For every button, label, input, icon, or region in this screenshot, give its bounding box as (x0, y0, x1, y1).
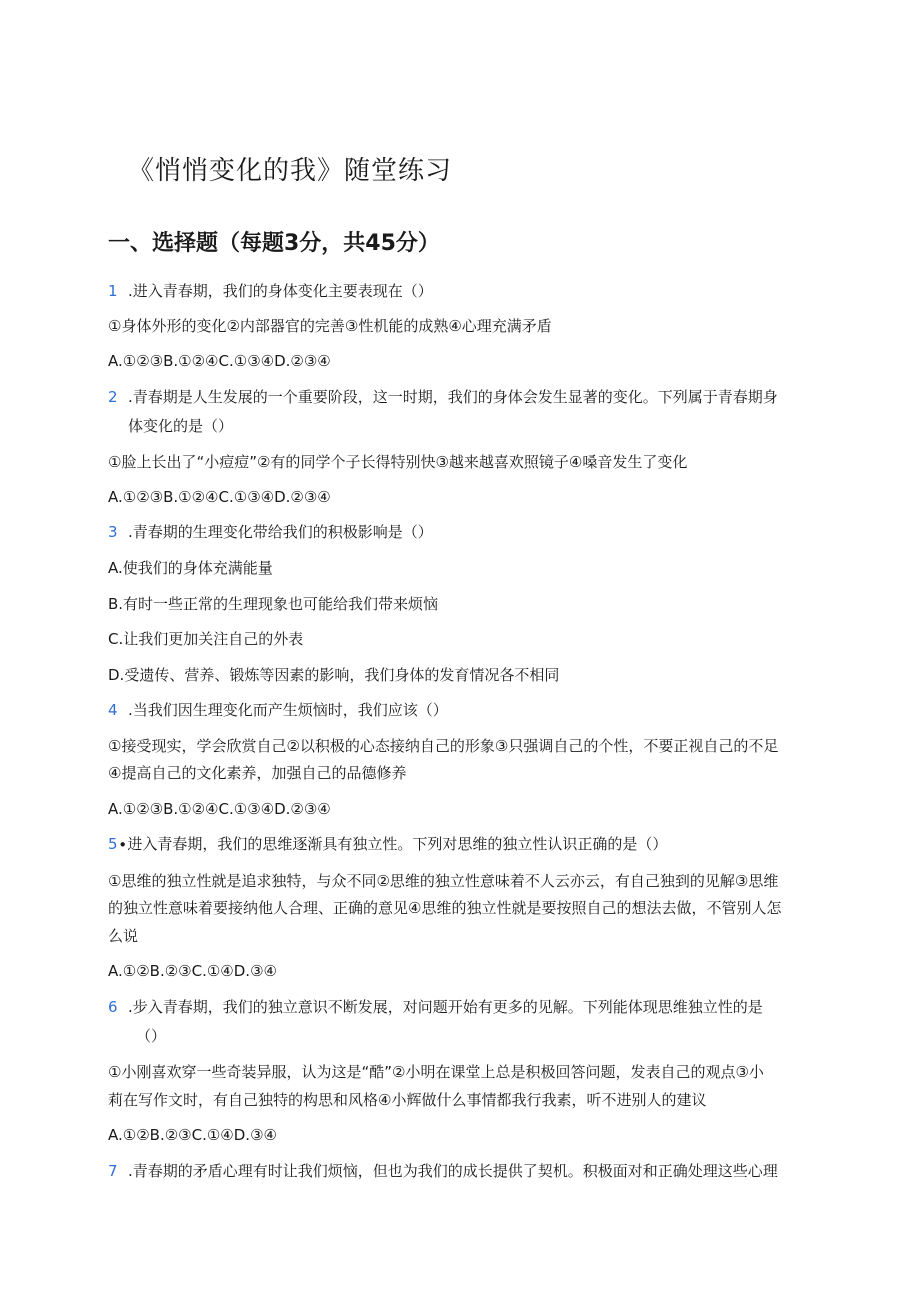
answer-options: A.①②B.②③C.①④D.③④ (108, 1126, 277, 1144)
option-c: C.让我们更加关注自己的外表 (108, 630, 304, 648)
question-number: 1 (108, 282, 118, 300)
question-2 (108, 387, 778, 407)
question-stem-continued: （） (136, 1027, 167, 1045)
question-items-continued: 莉在写作文时，有自己独特的构思和风格④小辉做什么事情都我行我素，听不进别人的建议 (108, 1091, 707, 1109)
question-items: ①小刚喜欢穿一些奇装异服，认为这是“酷”②小明在课堂上总是积极回答问题，发表自己的观点③小 (108, 1063, 764, 1081)
question-4 (108, 700, 448, 720)
question-number: 5 (108, 835, 118, 853)
question-number: 7 (108, 1162, 118, 1180)
question-stem-continued: 体变化的是（） (128, 417, 234, 435)
question-stem: .青春期的生理变化带给我们的积极影响是（） (128, 523, 433, 541)
option-b: B.有时一些正常的生理现象也可能给我们带来烦恼 (108, 595, 439, 613)
question-items-continued: ④提高自己的文化素养，加强自己的品德修养 (108, 764, 407, 782)
answer-options: A.①②B.②③C.①④D.③④ (108, 962, 277, 980)
answer-options: A.①②③B.①②④C.①③④D.②③④ (108, 352, 331, 370)
question-1 (108, 281, 433, 301)
question-5 (108, 834, 667, 854)
section-heading: 一、选择题（每题3分，共45分） (108, 231, 440, 256)
question-items: ①身体外形的变化②内部器官的完善③性机能的成熟④心理充满矛盾 (108, 317, 552, 335)
question-7 (108, 1161, 778, 1181)
question-items: ①思维的独立性就是追求独特，与众不同②思维的独立性意味着不人云亦云，有自己独到的见解③思维 (108, 872, 779, 890)
question-number: 2 (108, 388, 118, 406)
question-items-continued: 的独立性意味着要接纳他人合理、正确的意见④思维的独立性就是要按照自己的想法去做，不管别人怎 (108, 899, 782, 917)
answer-options: A.①②③B.①②④C.①③④D.②③④ (108, 800, 331, 818)
question-3 (108, 522, 433, 542)
option-d: D.受遗传、营养、锻炼等因素的影响，我们身体的发育情况各不相同 (108, 666, 560, 684)
question-stem: .步入青春期，我们的独立意识不断发展，对问题开始有更多的见解。下列能体现思维独立性的是 (128, 998, 763, 1016)
question-number: 4 (108, 701, 118, 719)
question-stem: .青春期是人生发展的一个重要阶段，这一时期，我们的身体会发生显著的变化。下列属于青春期身 (128, 388, 778, 406)
question-number: 3 (108, 523, 118, 541)
question-stem: .进入青春期，我们的身体变化主要表现在（） (128, 282, 433, 300)
option-a: A.使我们的身体充满能量 (108, 559, 273, 577)
question-stem: ∙进入青春期，我们的思维逐渐具有独立性。下列对思维的独立性认识正确的是（） (118, 835, 668, 853)
question-stem: .青春期的矛盾心理有时让我们烦恼，但也为我们的成长提供了契机。积极面对和正确处理这些心理 (128, 1162, 778, 1180)
question-items: ①脸上长出了“小痘痘”②有的同学个子长得特别快③越来越喜欢照镜子④嗓音发生了变化 (108, 453, 688, 471)
question-6 (108, 997, 763, 1017)
question-stem: .当我们因生理变化而产生烦恼时，我们应该（） (128, 701, 448, 719)
document-title: 《悄悄变化的我》随堂练习 (128, 156, 453, 186)
question-number: 6 (108, 998, 118, 1016)
question-items-continued: 么说 (108, 927, 139, 945)
answer-options: A.①②③B.①②④C.①③④D.②③④ (108, 488, 331, 506)
question-items: ①接受现实，学会欣赏自己②以积极的心态接纳自己的形象③只强调自己的个性，不要正视自己的不足 (108, 737, 779, 755)
